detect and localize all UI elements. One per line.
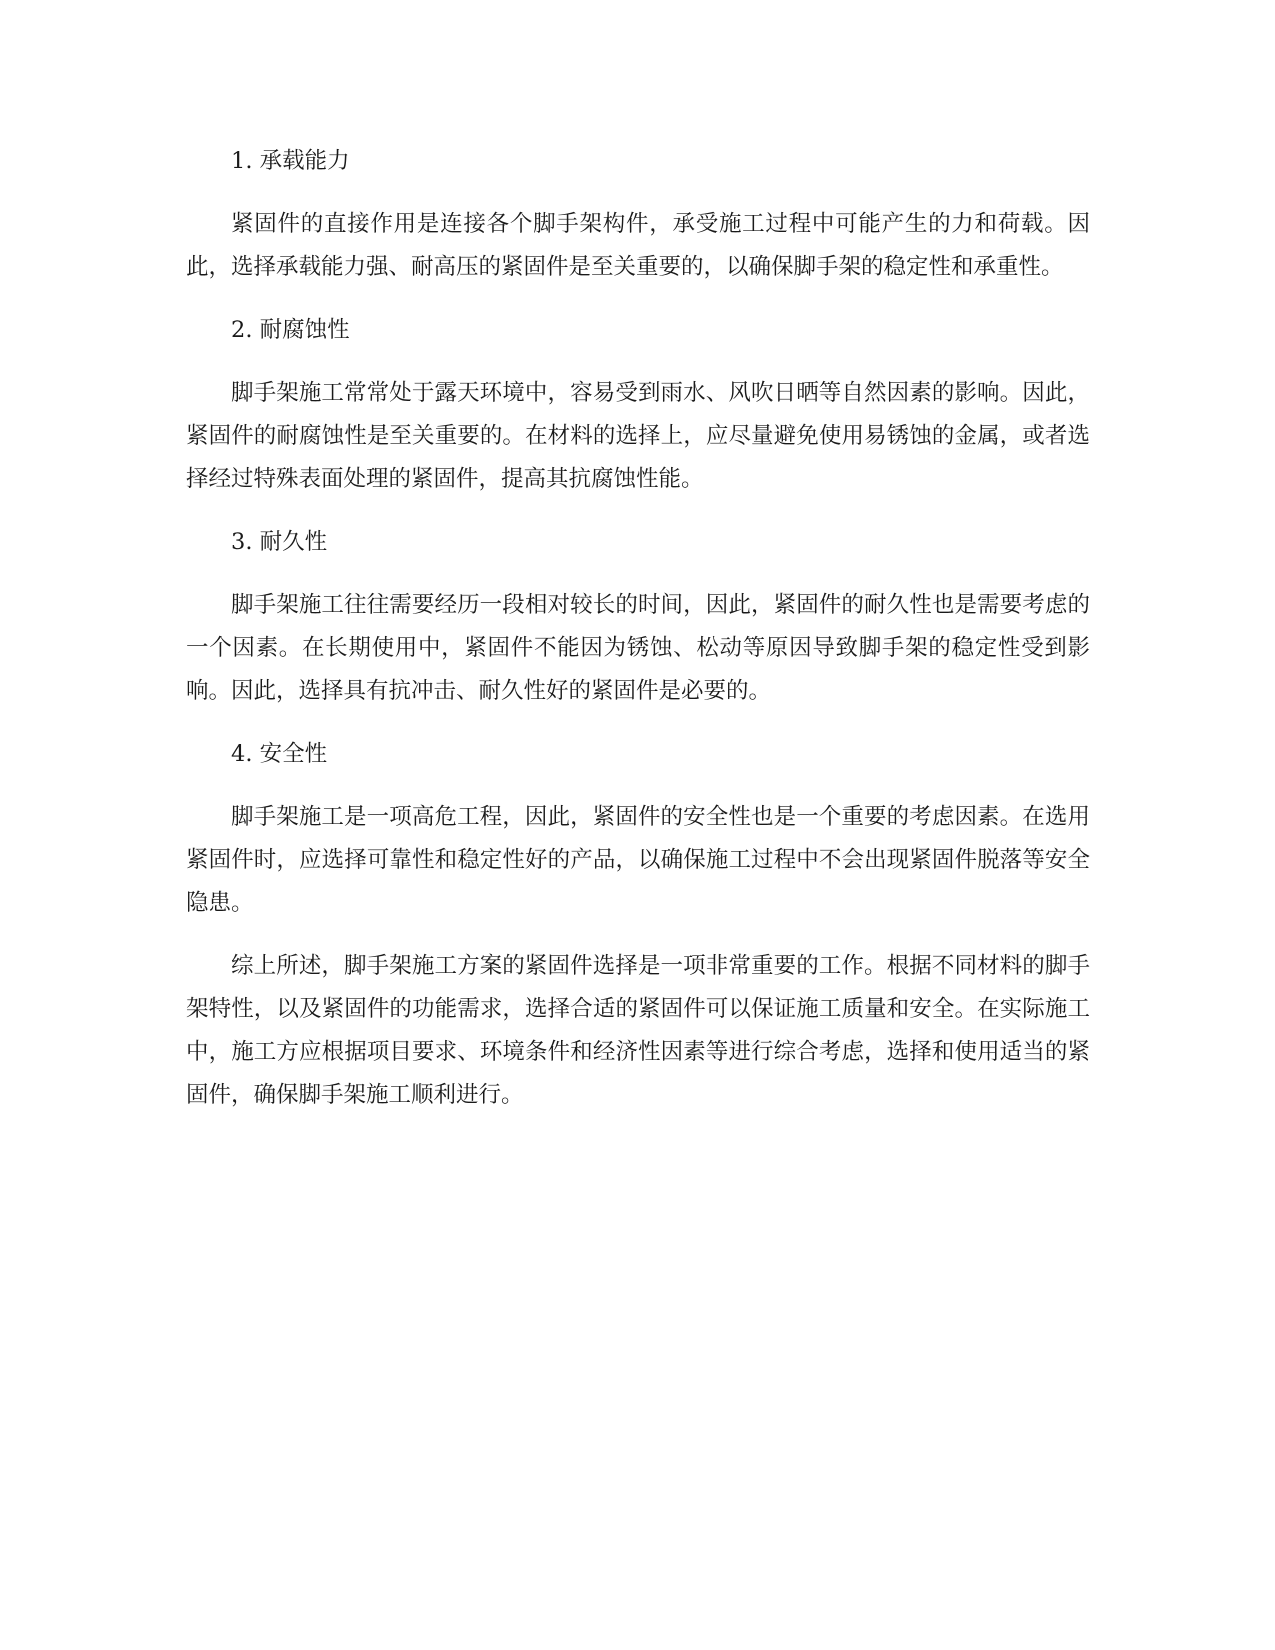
document-body <box>186 140 1090 1137</box>
section-paragraph-safety: 脚手架施工是一项高危工程，因此，紧固件的安全性也是一个重要的考虑因素。在选用紧固件时，应选择可靠性和稳定性好的产品，以确保施工过程中不会出现紧固件脱落等安全隐患。 <box>186 804 1090 916</box>
section-paragraph-durability: 脚手架施工往往需要经历一段相对较长的时间，因此，紧固件的耐久性也是需要考虑的一个因素。在长期使用中，紧固件不能因为锈蚀、松动等原因导致脚手架的稳定性受到影响。因此，选择具有抗冲击、耐久性好的紧固件是必要的。 <box>186 592 1090 704</box>
section-heading-corrosion-resistance: 2. 耐腐蚀性 <box>231 317 350 343</box>
section-heading-safety: 4. 安全性 <box>231 741 328 767</box>
section-heading-durability: 3. 耐久性 <box>231 529 328 555</box>
section-paragraph-corrosion-resistance: 脚手架施工常常处于露天环境中，容易受到雨水、风吹日晒等自然因素的影响。因此，紧固件的耐腐蚀性是至关重要的。在材料的选择上，应尽量避免使用易锈蚀的金属，或者选择经过特殊表面处理的紧固件，提高其抗腐蚀性能。 <box>186 380 1090 492</box>
section-heading-load-capacity: 1. 承载能力 <box>231 148 350 174</box>
section-paragraph-load-capacity: 紧固件的直接作用是连接各个脚手架构件，承受施工过程中可能产生的力和荷载。因此，选择承载能力强、耐高压的紧固件是至关重要的，以确保脚手架的稳定性和承重性。 <box>186 211 1090 280</box>
conclusion-paragraph: 综上所述，脚手架施工方案的紧固件选择是一项非常重要的工作。根据不同材料的脚手架特性，以及紧固件的功能需求，选择合适的紧固件可以保证施工质量和安全。在实际施工中，施工方应根据项目要求、环境条件和经济性因素等进行综合考虑，选择和使用适当的紧固件，确保脚手架施工顺利进行。 <box>186 953 1090 1108</box>
